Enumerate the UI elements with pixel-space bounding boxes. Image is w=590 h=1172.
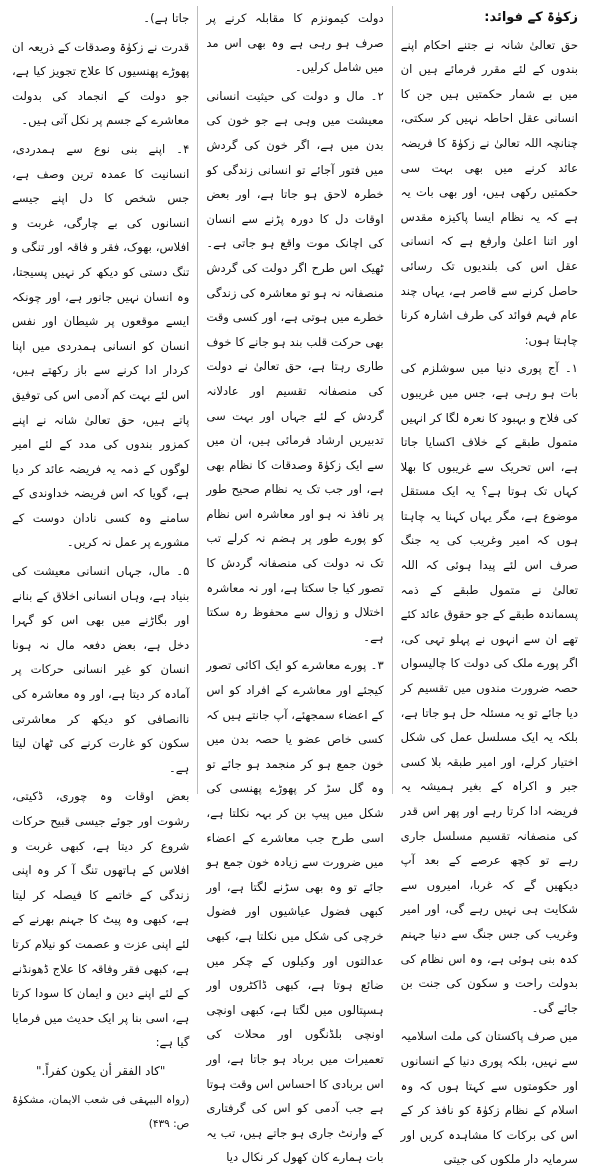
- right-column: [400, 6, 578, 1167]
- paragraph: حق تعالیٰ شانہ نے جتنے احکام اپنے بندوں کے لئے مقرر فرمائے ہیں ان میں بے شمار حکمتیں ہیں جن کا انسانی عقل احاطہ نہیں کر سکتی، چنانچہ اللہ تعالیٰ نے زکوٰۃ کا فریضہ عائد کرنے میں بھی بہت سی حکمتیں رکھی ہیں، اور بھی بات یہ ہے کہ یہ نظام ایسا پاکیزہ مقدس اور اتنا اعلیٰ وارفع ہے کہ انسانی عقل اس کی بلندیوں تک رسائی حاصل کرنے سے قاصر ہے، یہاں چند عام فہم فوائد کی طرف اشارہ کرنا چاہتا ہوں:: [400, 37, 578, 347]
- column-divider: [197, 6, 198, 794]
- left-column: [12, 6, 190, 1131]
- section-heading: زکوٰۃ کے فوائد:: [484, 10, 578, 25]
- paragraph: ۱۔ آج پوری دنیا میں سوشلزم کی بات ہو رہی ہے، جس میں غریبوں کی فلاح و بہبود کا نعرہ لگا کر انہیں متمول طبقے کے خلاف اکسایا جاتا ہے، اس تحریک سے غریبوں کا بھلا کہاں تک ہوتا ہے؟ یہ ایک مستقل موضوع ہے، مگر یہاں کہنا یہ چاہتا ہوں کہ امیر وغریب کی یہ جنگ صرف اس لئے پیدا ہوئی کہ اللہ تعالیٰ نے متمول طبقے کے ذمہ پسماندہ طبقے کے جو حقوق عائد کئے تھے ان سے انہوں نے پہلو تہی کی، اگر پورے ملک کی دولت کا چالیسواں حصہ ضرورت مندوں میں تقسیم کر دیا جائے تو یہ مسئلہ حل ہو جاتا ہے، بلکہ یہ ایک مسلسل عمل کی شکل اختیار کرلے، اور امیر طبقہ بلا کسی جبر و اکراہ کے بغیر ہمیشہ یہ فریضہ ادا کرتا رہے اور پھر اس قدر کی منصفانہ تقسیم مسلسل جاری رہے تو کچھ عرصے کے بعد آپ دیکھیں گے کہ غربا، امیروں سے شکایت ہی نہیں رہے گی، اور امیر وغریب کی جس جنگ سے دنیا جہنم کدہ بنی ہوئی ہے، وہ اس نظام کی بدولت راحت و سکون کی جنت بن جائے گی۔: [400, 361, 578, 1015]
- column-divider: [392, 6, 393, 794]
- paragraph: بعض اوقات وہ چوری، ڈکیتی، رشوت اور جوئے جیسی قبیح حرکات شروع کر دیتا ہے، کبھی غربت و افلاس کے ہاتھوں تنگ آ کر وہ اپنی زندگی کے خاتمے کا فیصلہ کر لیتا ہے، کبھی وہ پیٹ کا جہنم بھرنے کے لئے اپنی عزت و عصمت کو نیلام کرتا ہے، کبھی فقر وفاقہ کا علاج ڈھونڈنے کے لئے اپنے دین و ایمان کا سودا کرتا ہے، اسی بنا پر ایک حدیث میں فرمایا گیا ہے:: [12, 789, 190, 1050]
- paragraph: ۵۔ مال، جہاں انسانی معیشت کی بنیاد ہے، وہاں انسانی اخلاق کے بنانے اور بگاڑنے میں بھی اس کو گہرا دخل ہے، بعض دفعہ مال نہ ہونا انسان کو غیر انسانی حرکات پر آمادہ کر دیتا ہے، اور وہ معاشرہ کی ناانصافی کو دیکھ کر معاشرتی سکون کو غارت کرنے کی ٹھان لیتا ہے۔: [12, 564, 190, 775]
- hadith-quote: "كاد الفقر أن يكون كفراً.": [35, 1063, 166, 1078]
- paragraph: قدرت نے زکوٰۃ وصدقات کے ذریعہ ان پھوڑے پھنسیوں کا علاج تجویز کیا ہے، جو دولت کے انجماد کی بدولت معاشرے کے جسم پر نکل آتی ہیں۔: [12, 39, 190, 128]
- hadith-reference: (رواہ البیہقی فی شعب الایمان، مشکوٰۃ ص: ۴۳۹): [12, 1093, 190, 1131]
- paragraph: میں صرف پاکستان کی ملت اسلامیہ سے نہیں، بلکہ پوری دنیا کے انسانوں اور حکومتوں سے کہتا ہوں کہ وہ اسلام کے نظام زکوٰۃ کو نافذ کر کے اس کی برکات کا مشاہدہ کریں اور سرمایہ دار ملکوں کی جیتی: [400, 1029, 578, 1167]
- paragraph: ۳۔ پورے معاشرے کو ایک اکائی تصور کیجئے اور معاشرے کے افراد کو اس کے اعضاء سمجھئے، آپ جانتے ہیں کہ کسی خاص عضو یا حصہ بدن میں خون جمع ہو کر منجمد ہو جائے تو وہ گل سڑ کر پھوڑے پھنسی کی شکل میں پیپ بن کر بہہ نکلتا ہے، اسی طرح جب معاشرے کے اعضاء میں ضرورت سے زیادہ خون جمع ہو جائے تو وہ بھی سڑنے لگتا ہے، اور کبھی فضول عیاشیوں اور فضول خرچی کی شکل میں نکلتا ہے، کبھی عدالتوں اور وکیلوں کے چکر میں ضائع ہوتا ہے، کبھی ڈاکٹروں اور ہسپتالوں میں لگتا ہے، کبھی اونچی اونچی بلڈنگوں اور محلات کی تعمیرات میں برباد ہو جاتا ہے، اور اس بربادی کا احساس اس وقت ہوتا ہے جب آدمی کو اس کی گرفتاری کے وارنٹ جاری ہو جاتے ہیں، تب یہ بات ہمارے کان کھول کر نکال دیا: [206, 658, 384, 1165]
- paragraph: ۲۔ مال و دولت کی حیثیت انسانی معیشت میں وہی ہے جو خون کی بدن میں ہے، اگر خون کی گردش میں فتور آجائے تو انسانی زندگی کو خطرہ لاحق ہو جاتا ہے، اور بعض اوقات دل کا دورہ پڑنے سے انسان کی اچانک موت واقع ہو جاتی ہے۔ ٹھیک اس طرح اگر دولت کی گردش منصفانہ نہ ہو تو معاشرہ کی زندگی خطرے میں ہوتی ہے، اور کسی وقت بھی حرکت قلب بند ہو جانے کا خوف طاری رہتا ہے، حق تعالیٰ نے دولت کی منصفانہ تقسیم اور عادلانہ گردش کے لئے جہاں اور بہت سی تدبیریں ارشاد فرمائی ہیں، ان میں سے ایک زکوٰۃ وصدقات کا نظام بھی ہے، اور جب تک یہ نظام صحیح طور پر نافذ نہ ہو اور معاشرہ اس نظام کو پورے طور پر ہضم نہ کرلے تب تک نہ دولت کی منصفانہ گردش کا تصور کیا جا سکتا ہے، اور نہ معاشرہ اختلال و زوال سے محفوظ رہ سکتا ہے۔: [206, 88, 384, 644]
- document-page: [12, 6, 578, 1167]
- paragraph: دولت کیمونزم کا مقابلہ کرنے پر صرف ہو رہی ہے وہ بھی اس مد میں شامل کرلیں۔: [206, 11, 384, 75]
- paragraph: جاتا ہے)۔: [143, 11, 190, 25]
- middle-column: [206, 6, 384, 1165]
- paragraph: ۴۔ اپنے بنی نوع سے ہمدردی، انسانیت کا عمدہ ترین وصف ہے، جس شخص کا دل اپنے جیسے انسانوں کی بے چارگی، غربت و افلاس، بھوک، فقر و فاقہ اور تنگی و تنگ دستی کو دیکھ کر نہیں پسیجتا، وہ انسان نہیں جانور ہے، اور چونکہ ایسے موقعوں پر شیطان اور نفس انسان کو انسانی ہمدردی میں اپنا کردار ادا کرنے سے باز رکھتے ہیں، اس لئے بہت کم آدمی اس کی توفیق پاتے ہیں، حق تعالیٰ شانہ نے اپنے کمزور بندوں کی مدد کے لئے امیر لوگوں کے ذمہ یہ فریضہ عائد کر دیا ہے، گویا کہ اس فریضہ خداوندی کے سامنے وہ کسی نادان دوست کے مشورے پر عمل نہ کریں۔: [12, 141, 190, 550]
